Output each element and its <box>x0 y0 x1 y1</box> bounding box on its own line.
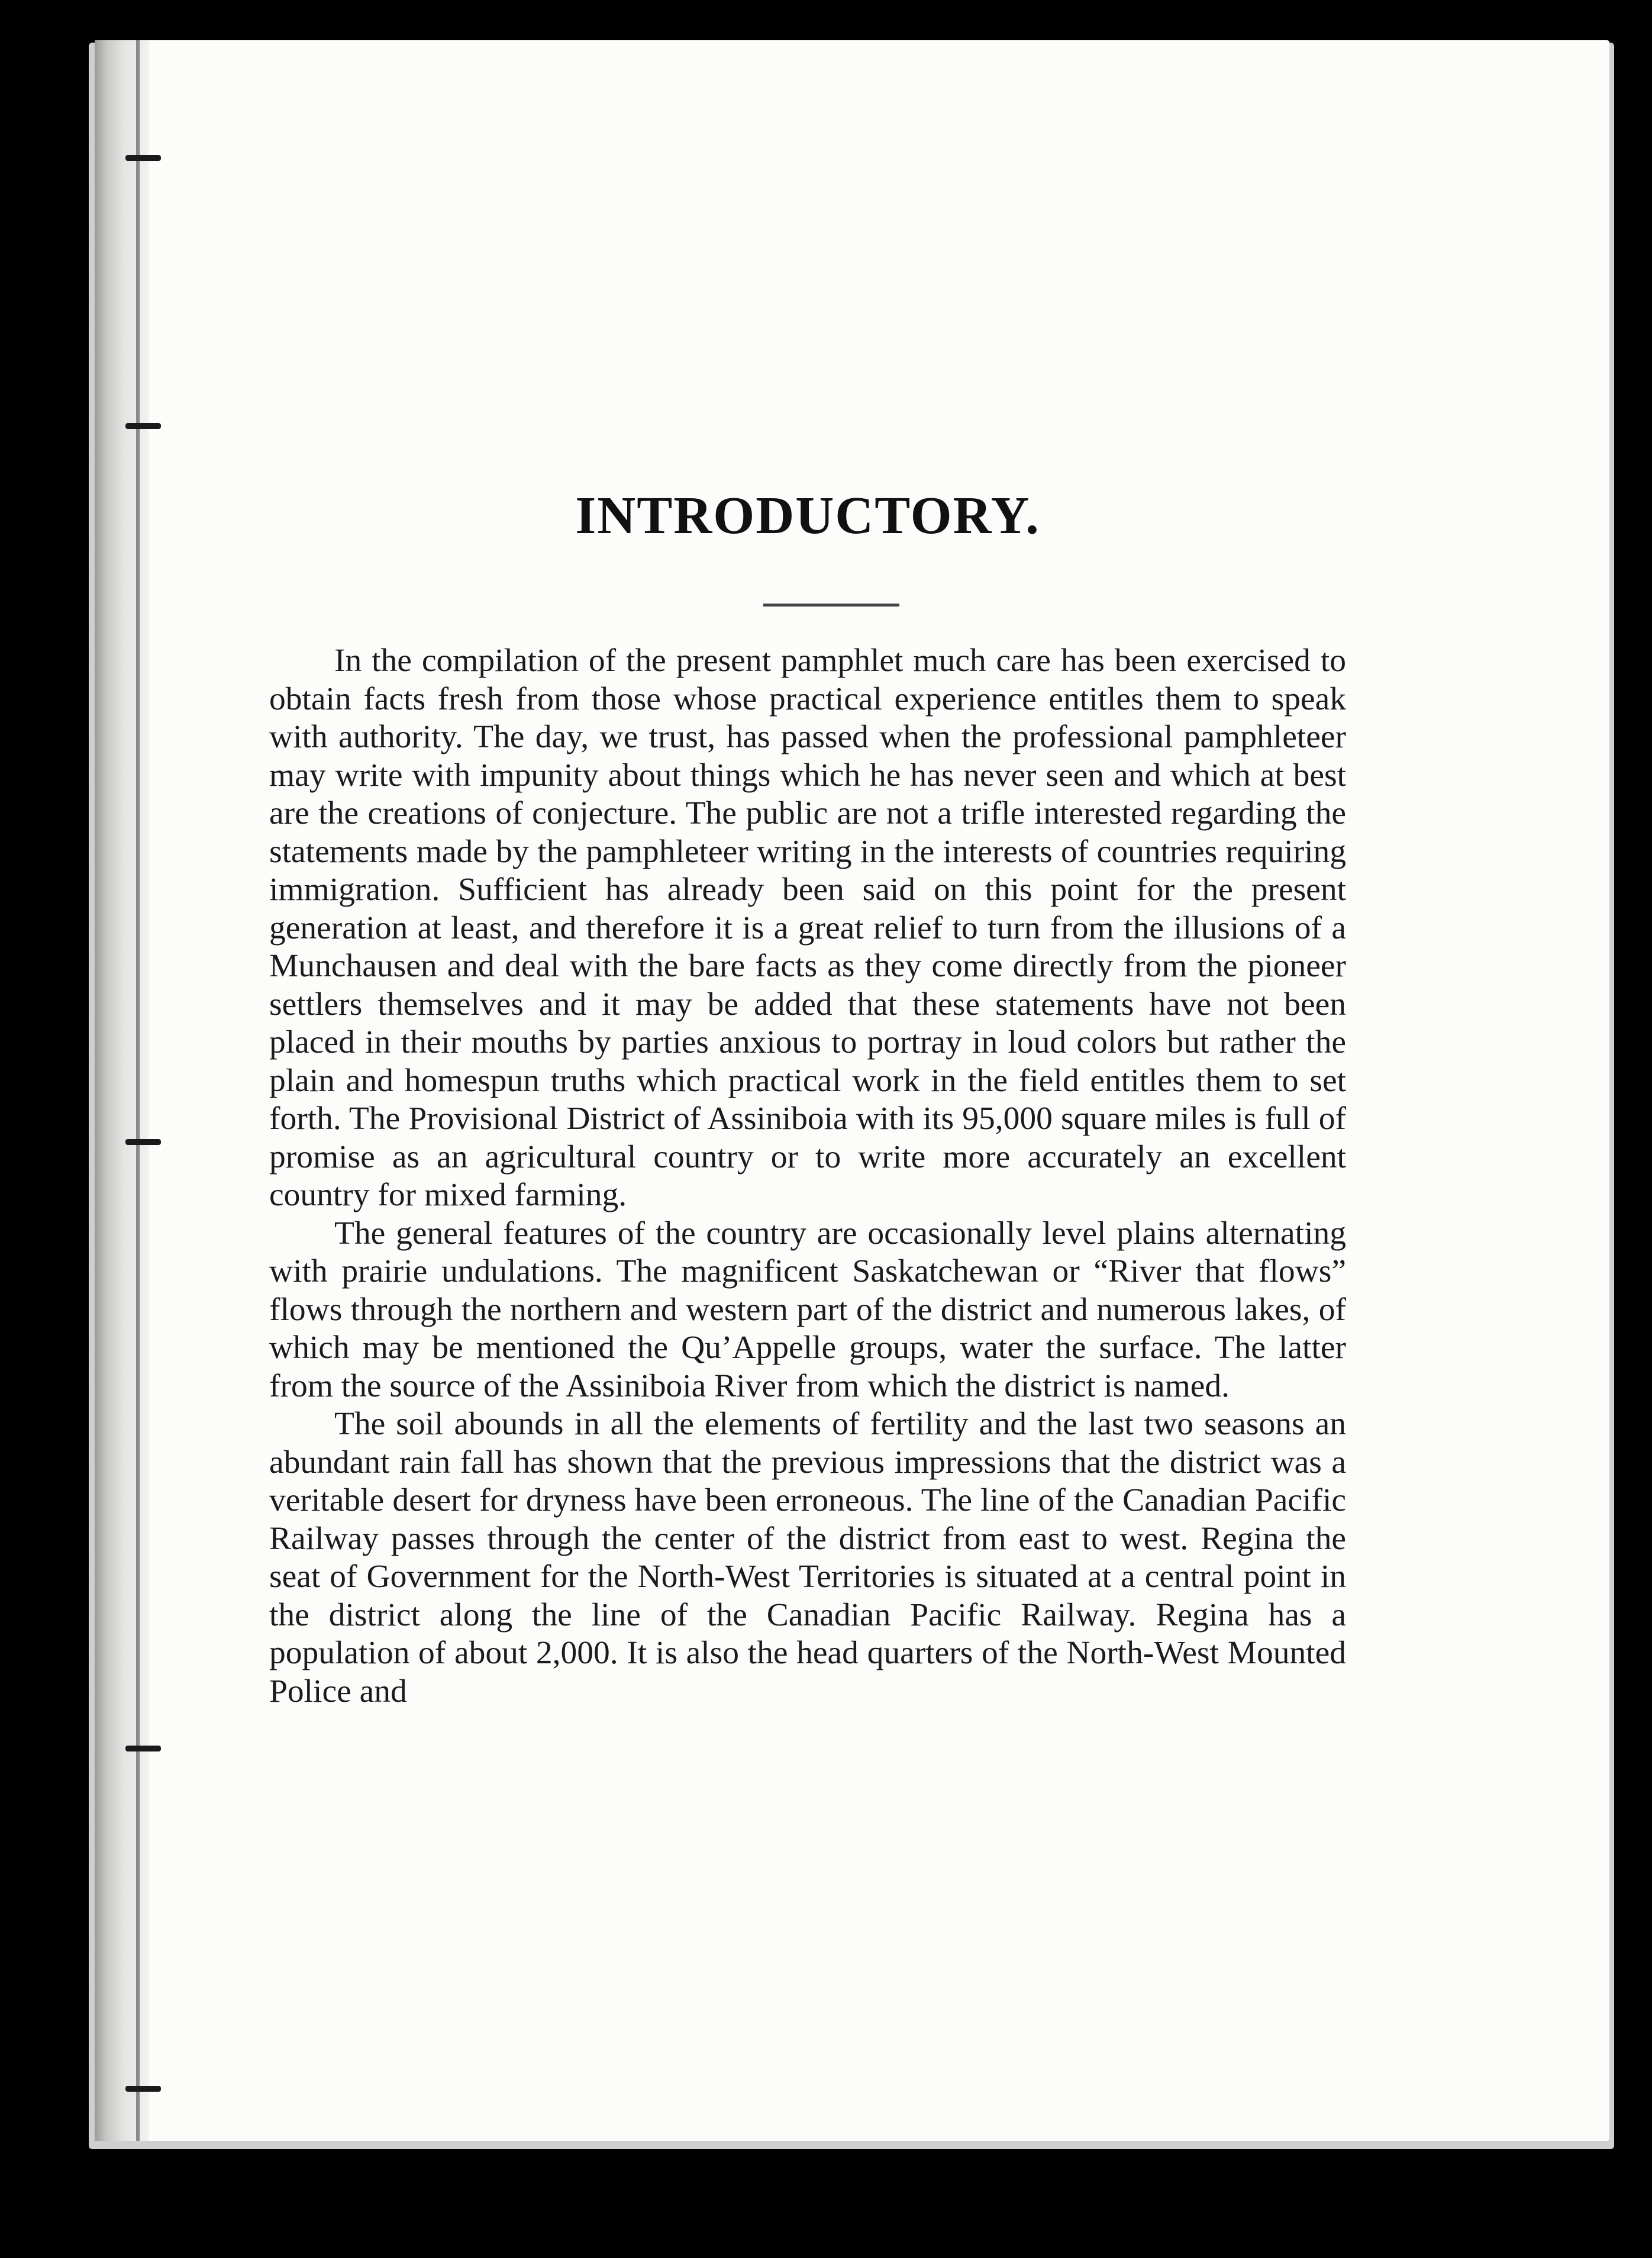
paragraph-1: In the compilation of the present pamphlet much care has been exercised to obtain facts fresh from those whose practical experience entitles them to speak with authority. The day, we trust, has passed when the professional pamphleteer may write with impunity about things which he has never seen and which at best are the creations of conjecture. The public are not a trifle interested regarding the statements made by the pamphleteer writing in the interests of countries requiring immigration. Sufficient has already been said on this point for the present generation at least, and therefore it is a great relief to turn from the illusions of a Munchausen and deal with the bare facts as they come directly from the pioneer settlers themselves and it may be added that these statements have not been placed in their mouths by parties anxious to portray in loud colors but rather the plain and homespun truths which practical work in the field entitles them to set forth. The Provisional District of Assiniboia with its 95,000 square miles is full of promise as an agricultural country or to write more accurately an excellent country for mixed farming. <box>269 643 1346 1213</box>
page-title: INTRODUCTORY. <box>575 486 1040 545</box>
binding-stitch <box>125 1746 161 1751</box>
binding-stitch <box>125 1139 161 1145</box>
binding-line <box>136 40 140 2141</box>
paragraph-3: The soil abounds in all the elements of fertility and the last two seasons an abundant rain fall has shown that the previous impressions that the district was a veritable desert for dryness have been erroneous. The line of the Canadian Pacific Railway passes through the center of the district from east to west. Regina the seat of Government for the North-West Territories is situated at a central point in the district along the line of the Canadian Pacific Railway. Regina has a population of about 2,000. It is also the head quarters of the North-West Mounted Police and <box>269 1406 1346 1709</box>
binding-stitch <box>125 2086 161 2092</box>
title-divider <box>763 604 899 607</box>
body-text <box>269 642 1346 1711</box>
binding-stitch <box>125 423 161 429</box>
binding-stitch <box>125 155 161 161</box>
paragraph-2: The general features of the country are occasionally level plains alternating with prairie undulations. The magnificent Saskatchewan or “River that flows” flows through the northern and western part of the district and numerous lakes, of which may be mentioned the Qu’Appelle groups, water the surface. The latter from the source of the Assiniboia River from which the district is named. <box>269 1215 1346 1404</box>
page-binding-edge <box>95 40 149 2141</box>
